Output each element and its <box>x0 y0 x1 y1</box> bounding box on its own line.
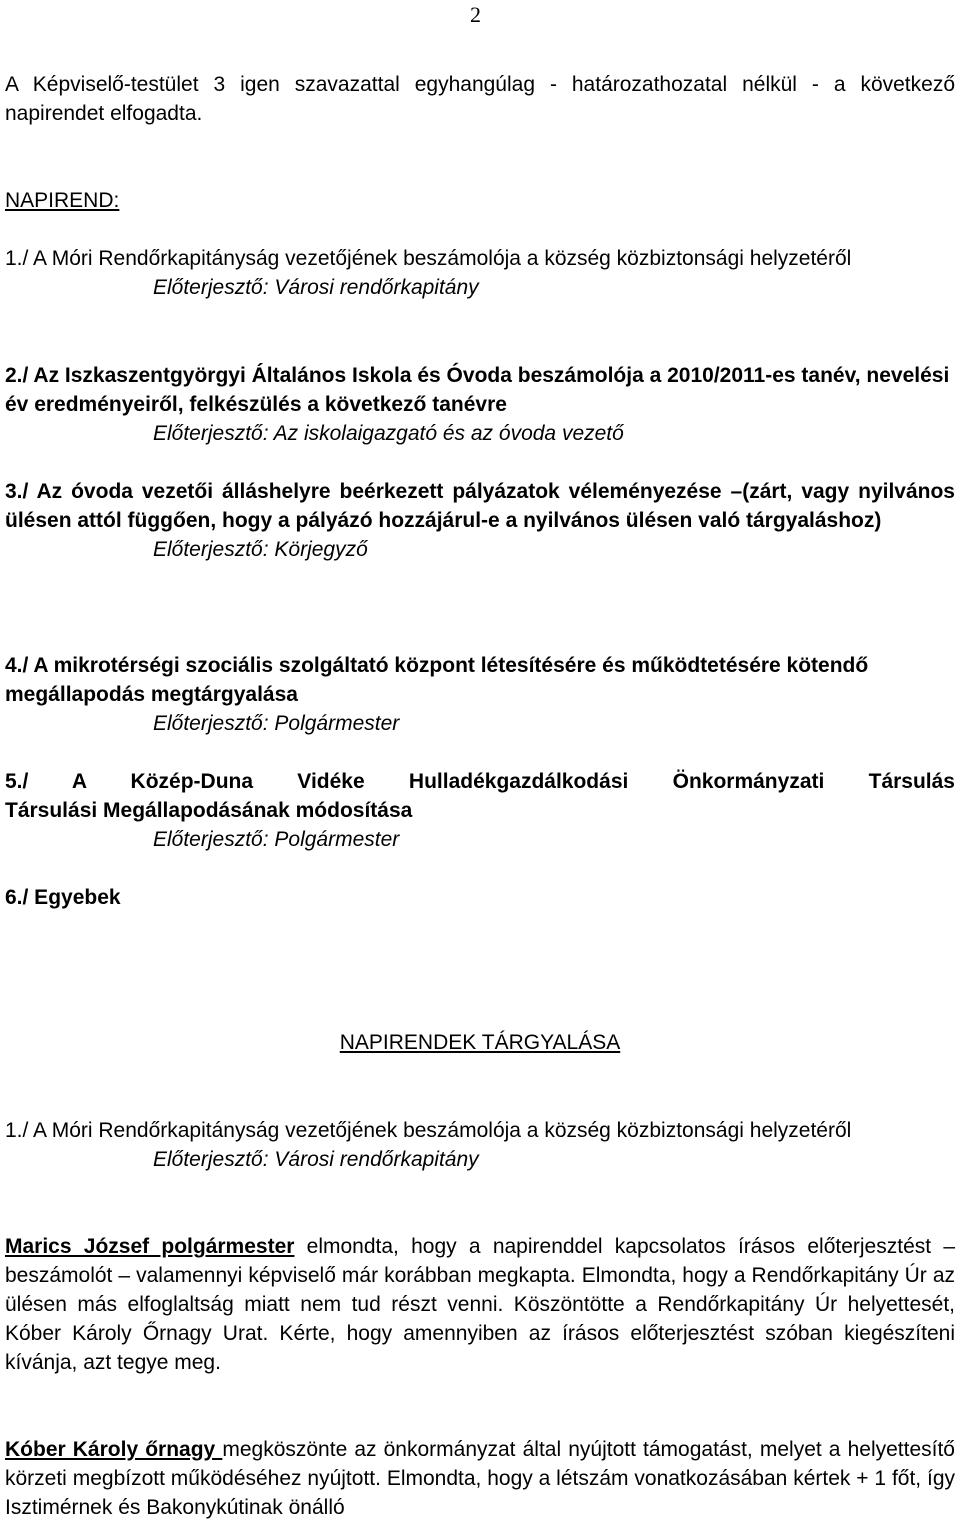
agenda-item-2 <box>5 361 955 448</box>
agenda-item-4 <box>5 651 955 738</box>
discussion-item-1 <box>5 1116 955 1174</box>
agenda-item-presenter: Előterjesztő: Polgármester <box>153 828 400 851</box>
agenda-item-title: 6./ Egyebek <box>5 886 121 909</box>
agenda-item-3 <box>5 477 955 564</box>
agenda-item-title: 1./ A Móri Rendőrkapitányság vezetőjének beszámolója a község közbiztonsági helyzetéről <box>5 247 852 270</box>
agenda-item-presenter: Előterjesztő: Városi rendőrkapitány <box>153 276 479 299</box>
discussion-item-presenter: Előterjesztő: Városi rendőrkapitány <box>153 1148 479 1171</box>
minutes-paragraph-2 <box>5 1435 955 1522</box>
agenda-item-title-line-2: Társulási Megállapodásának módosítása <box>5 799 413 822</box>
agenda-item-title: 2./ Az Iszkaszentgyörgyi Általános Iskola és Óvoda beszámolója a 2010/2011-es tanév, nevelési év eredményeiről, felkészülés a következő tanévre <box>5 364 950 416</box>
agenda-item-title-line-1: 5./ A Közép-Duna Vidéke Hulladékgazdálkodási Önkormányzati Társulás <box>5 770 955 793</box>
page-number: 2 <box>470 2 481 27</box>
paragraph-text: elmondta, hogy a napirenddel kapcsolatos írásos előterjesztést – beszámolót – valamennyi képviselő már korábban megkapta. Elmondta, hogy a Rendőrkapitány Úr az ülésen más elfoglaltság miatt nem tud részt venni. Köszöntötte a Rendőrkapitány Úr helyettesét, Kóber Károly Őrnagy Urat. Kérte, hogy amennyiben az írásos előterjesztést szóban kiegészíteni kívánja, azt tegye meg. <box>5 1235 956 1374</box>
speaker-name: Kóber Károly őrnagy <box>5 1438 223 1461</box>
speaker-name: Marics József polgármester <box>5 1235 295 1258</box>
agenda-item-6 <box>5 883 955 912</box>
agenda-heading: NAPIREND: <box>5 189 120 212</box>
discussion-heading: NAPIRENDEK TÁRGYALÁSA <box>339 1031 621 1054</box>
agenda-item-1 <box>5 244 955 302</box>
discussion-item-title: 1./ A Móri Rendőrkapitányság vezetőjének beszámolója a község közbiztonsági helyzetéről <box>5 1119 852 1142</box>
agenda-item-title: 4./ A mikrotérségi szociális szolgáltató központ létesítésére és működtetésére kötendő megállapodás megtárgyalása <box>5 654 869 706</box>
agenda-item-presenter: Előterjesztő: Körjegyző <box>153 538 368 561</box>
agenda-item-presenter: Előterjesztő: Az iskolaigazgató és az óvoda vezető <box>153 422 624 445</box>
minutes-paragraph-1 <box>5 1232 955 1377</box>
agenda-item-title: 3./ Az óvoda vezetői álláshelyre beérkezett pályázatok véleményezése –(zárt, vagy nyilvános ülésen attól függően, hogy a pályázó hozzájárul-e a nyilvános ülésen való tárgyaláshoz) <box>5 480 955 532</box>
paragraph-text: megköszönte az önkormányzat által nyújtott támogatást, melyet a helyettesítő körzeti megbízott működéséhez nyújtott. Elmondta, hogy a létszám vonatkozásában kértek + 1 főt, így Isztimérnek és Bakonykútinak önálló <box>5 1438 955 1519</box>
agenda-item-presenter: Előterjesztő: Polgármester <box>153 712 400 735</box>
intro-paragraph: A Képviselő-testület 3 igen szavazattal egyhangúlag - határozathozatal nélkül - a következő napirendet elfogadta. <box>5 73 955 125</box>
agenda-item-5 <box>5 767 955 854</box>
